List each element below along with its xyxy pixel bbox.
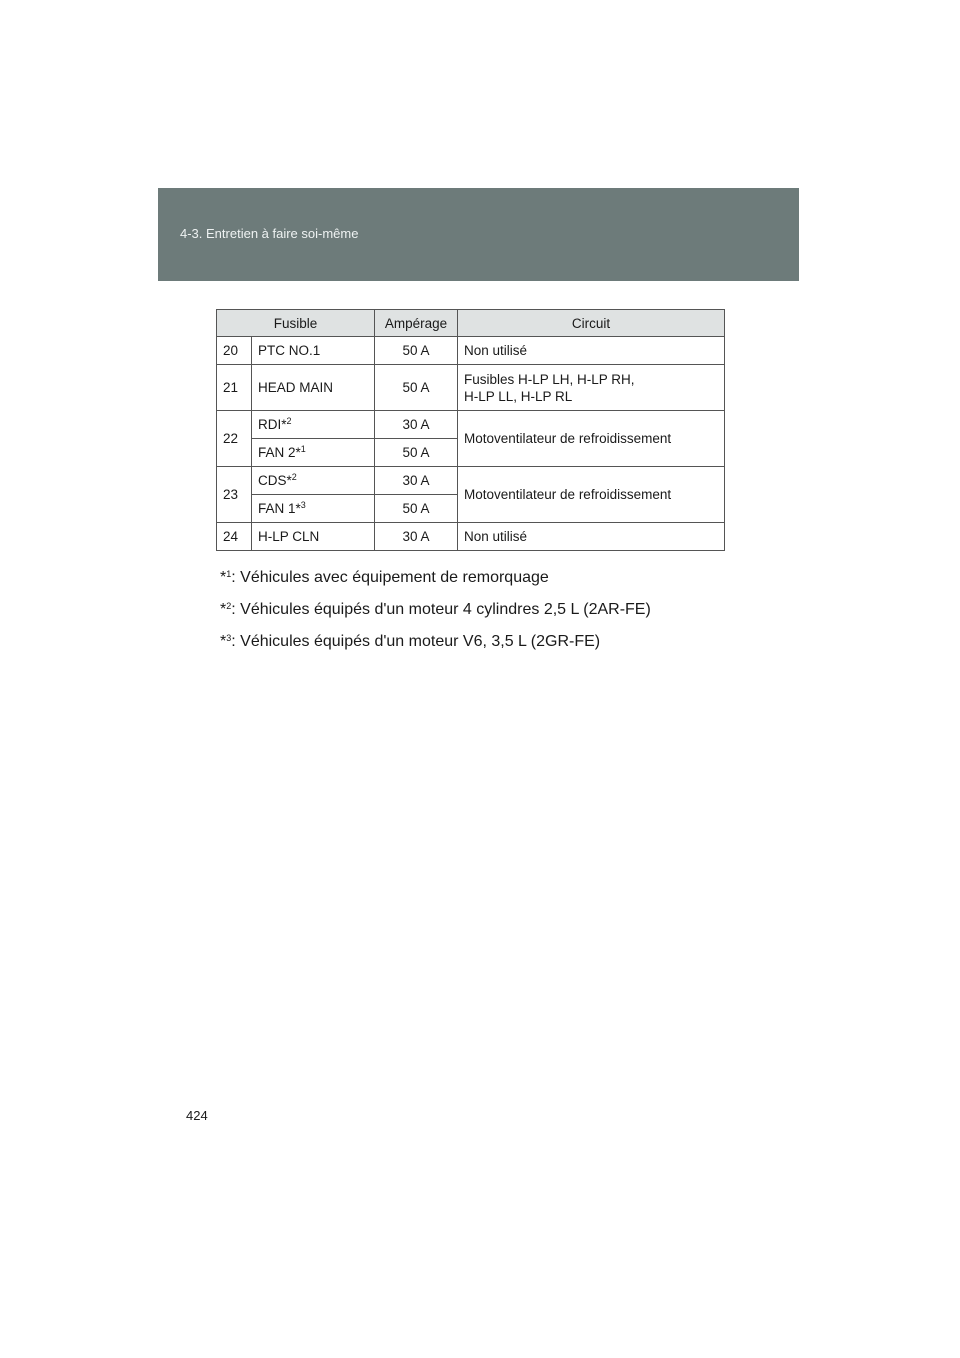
fuse-table — [216, 309, 725, 551]
fuse-amperage: 50 A — [375, 439, 458, 467]
fuse-amperage: 50 A — [375, 337, 458, 365]
footnote-ref: 3 — [300, 500, 306, 510]
footnote-text: : Véhicules équipés d'un moteur V6, 3,5 L (2GR-FE) — [231, 633, 601, 650]
fuse-name — [252, 467, 375, 495]
fuse-circuit: Motoventilateur de refroidissement — [458, 411, 725, 467]
table-row — [217, 411, 725, 439]
fuse-amperage: 30 A — [375, 467, 458, 495]
footnote-star: * — [220, 569, 227, 586]
fuse-name-text: CDS* — [258, 473, 292, 488]
fuse-circuit: Motoventilateur de refroidissement — [458, 467, 725, 523]
footnote — [220, 566, 651, 598]
column-header-fuse: Fusible — [217, 310, 375, 337]
fuse-amperage: 50 A — [375, 495, 458, 523]
footnote-star: * — [220, 633, 227, 650]
footnote-ref: 2 — [286, 416, 292, 426]
footnote-text: : Véhicules avec équipement de remorquage — [231, 569, 549, 586]
footnote-text: : Véhicules équipés d'un moteur 4 cylindres 2,5 L (2AR-FE) — [231, 601, 651, 618]
fuse-name — [252, 411, 375, 439]
fuse-name: PTC NO.1 — [252, 337, 375, 365]
page-number: 424 — [186, 1108, 208, 1123]
fuse-number: 24 — [217, 523, 252, 551]
fuse-name: HEAD MAIN — [252, 365, 375, 411]
section-header — [158, 188, 799, 281]
footnote-number: 1 — [226, 569, 232, 579]
fuse-circuit — [458, 365, 725, 411]
table-row — [217, 467, 725, 495]
table-row — [217, 523, 725, 551]
fuse-name-text: FAN 1* — [258, 501, 301, 516]
table-header-row — [217, 310, 725, 337]
column-header-amperage: Ampérage — [375, 310, 458, 337]
footnote-ref: 2 — [291, 472, 297, 482]
fuse-number: 21 — [217, 365, 252, 411]
fuse-name-text: FAN 2* — [258, 445, 301, 460]
footnote-number: 2 — [226, 601, 232, 611]
table-row — [217, 365, 725, 411]
fuse-amperage: 30 A — [375, 523, 458, 551]
circuit-line: H-LP LL, H-LP RL — [464, 388, 573, 404]
footnote-number: 3 — [226, 633, 232, 643]
fuse-circuit: Non utilisé — [458, 337, 725, 365]
fuse-number: 22 — [217, 411, 252, 467]
fuse-number: 20 — [217, 337, 252, 365]
fuse-circuit: Non utilisé — [458, 523, 725, 551]
footnote-star: * — [220, 601, 227, 618]
table-row — [217, 337, 725, 365]
fuse-number: 23 — [217, 467, 252, 523]
circuit-line: Fusibles H-LP LH, H-LP RH, — [464, 371, 635, 387]
footnote — [220, 598, 651, 630]
footnote — [220, 630, 651, 662]
fuse-name — [252, 495, 375, 523]
footnote-ref: 1 — [300, 444, 306, 454]
fuse-name-text: RDI* — [258, 417, 287, 432]
fuse-amperage: 50 A — [375, 365, 458, 411]
fuse-amperage: 30 A — [375, 411, 458, 439]
section-title: 4-3. Entretien à faire soi-même — [180, 226, 359, 241]
footnotes — [220, 566, 651, 662]
fuse-name: H-LP CLN — [252, 523, 375, 551]
column-header-circuit: Circuit — [458, 310, 725, 337]
fuse-name — [252, 439, 375, 467]
